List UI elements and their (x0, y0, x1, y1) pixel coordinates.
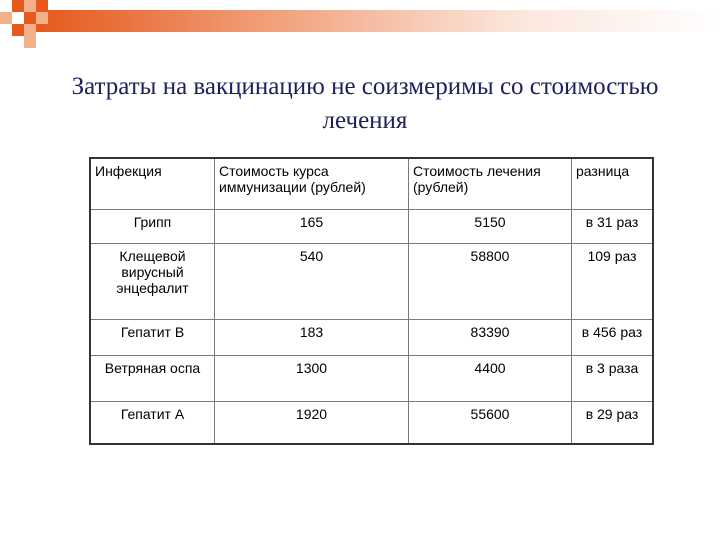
cell-difference: 109 раз (572, 244, 654, 320)
header-decoration-bar (36, 10, 720, 32)
cell-treatment-cost: 58800 (409, 244, 572, 320)
header-treatment-cost: Стоимость лечения (рублей) (409, 158, 572, 210)
table-row (90, 320, 653, 356)
cell-infection: Гепатит А (90, 402, 215, 444)
cell-treatment-cost: 5150 (409, 210, 572, 244)
header-difference: разница (572, 158, 654, 210)
cell-difference: в 3 раза (572, 356, 654, 402)
cell-infection: Грипп (90, 210, 215, 244)
header-infection: Инфекция (90, 158, 215, 210)
cell-difference: в 31 раз (572, 210, 654, 244)
corner-squares-decoration (0, 0, 60, 60)
cell-immunization-cost: 183 (215, 320, 409, 356)
cell-immunization-cost: 540 (215, 244, 409, 320)
cell-immunization-cost: 165 (215, 210, 409, 244)
table-row (90, 356, 653, 402)
header-immunization-cost: Стоимость курса иммунизации (рублей) (215, 158, 409, 210)
table-row (90, 402, 653, 444)
cell-infection: Клещевой вирусный энцефалит (90, 244, 215, 320)
table-row (90, 210, 653, 244)
cell-immunization-cost: 1920 (215, 402, 409, 444)
slide-title: Затраты на вакцинацию не соизмеримы со стоимостью лечения (71, 73, 659, 134)
table-header-row (90, 158, 653, 210)
table-row (90, 244, 653, 320)
cell-difference: в 29 раз (572, 402, 654, 444)
cell-treatment-cost: 55600 (409, 402, 572, 444)
cell-infection: Ветряная оспа (90, 356, 215, 402)
cell-difference: в 456 раз (572, 320, 654, 356)
cell-immunization-cost: 1300 (215, 356, 409, 402)
cell-infection: Гепатит В (90, 320, 215, 356)
cell-treatment-cost: 83390 (409, 320, 572, 356)
vaccination-cost-table (89, 157, 654, 445)
cell-treatment-cost: 4400 (409, 356, 572, 402)
